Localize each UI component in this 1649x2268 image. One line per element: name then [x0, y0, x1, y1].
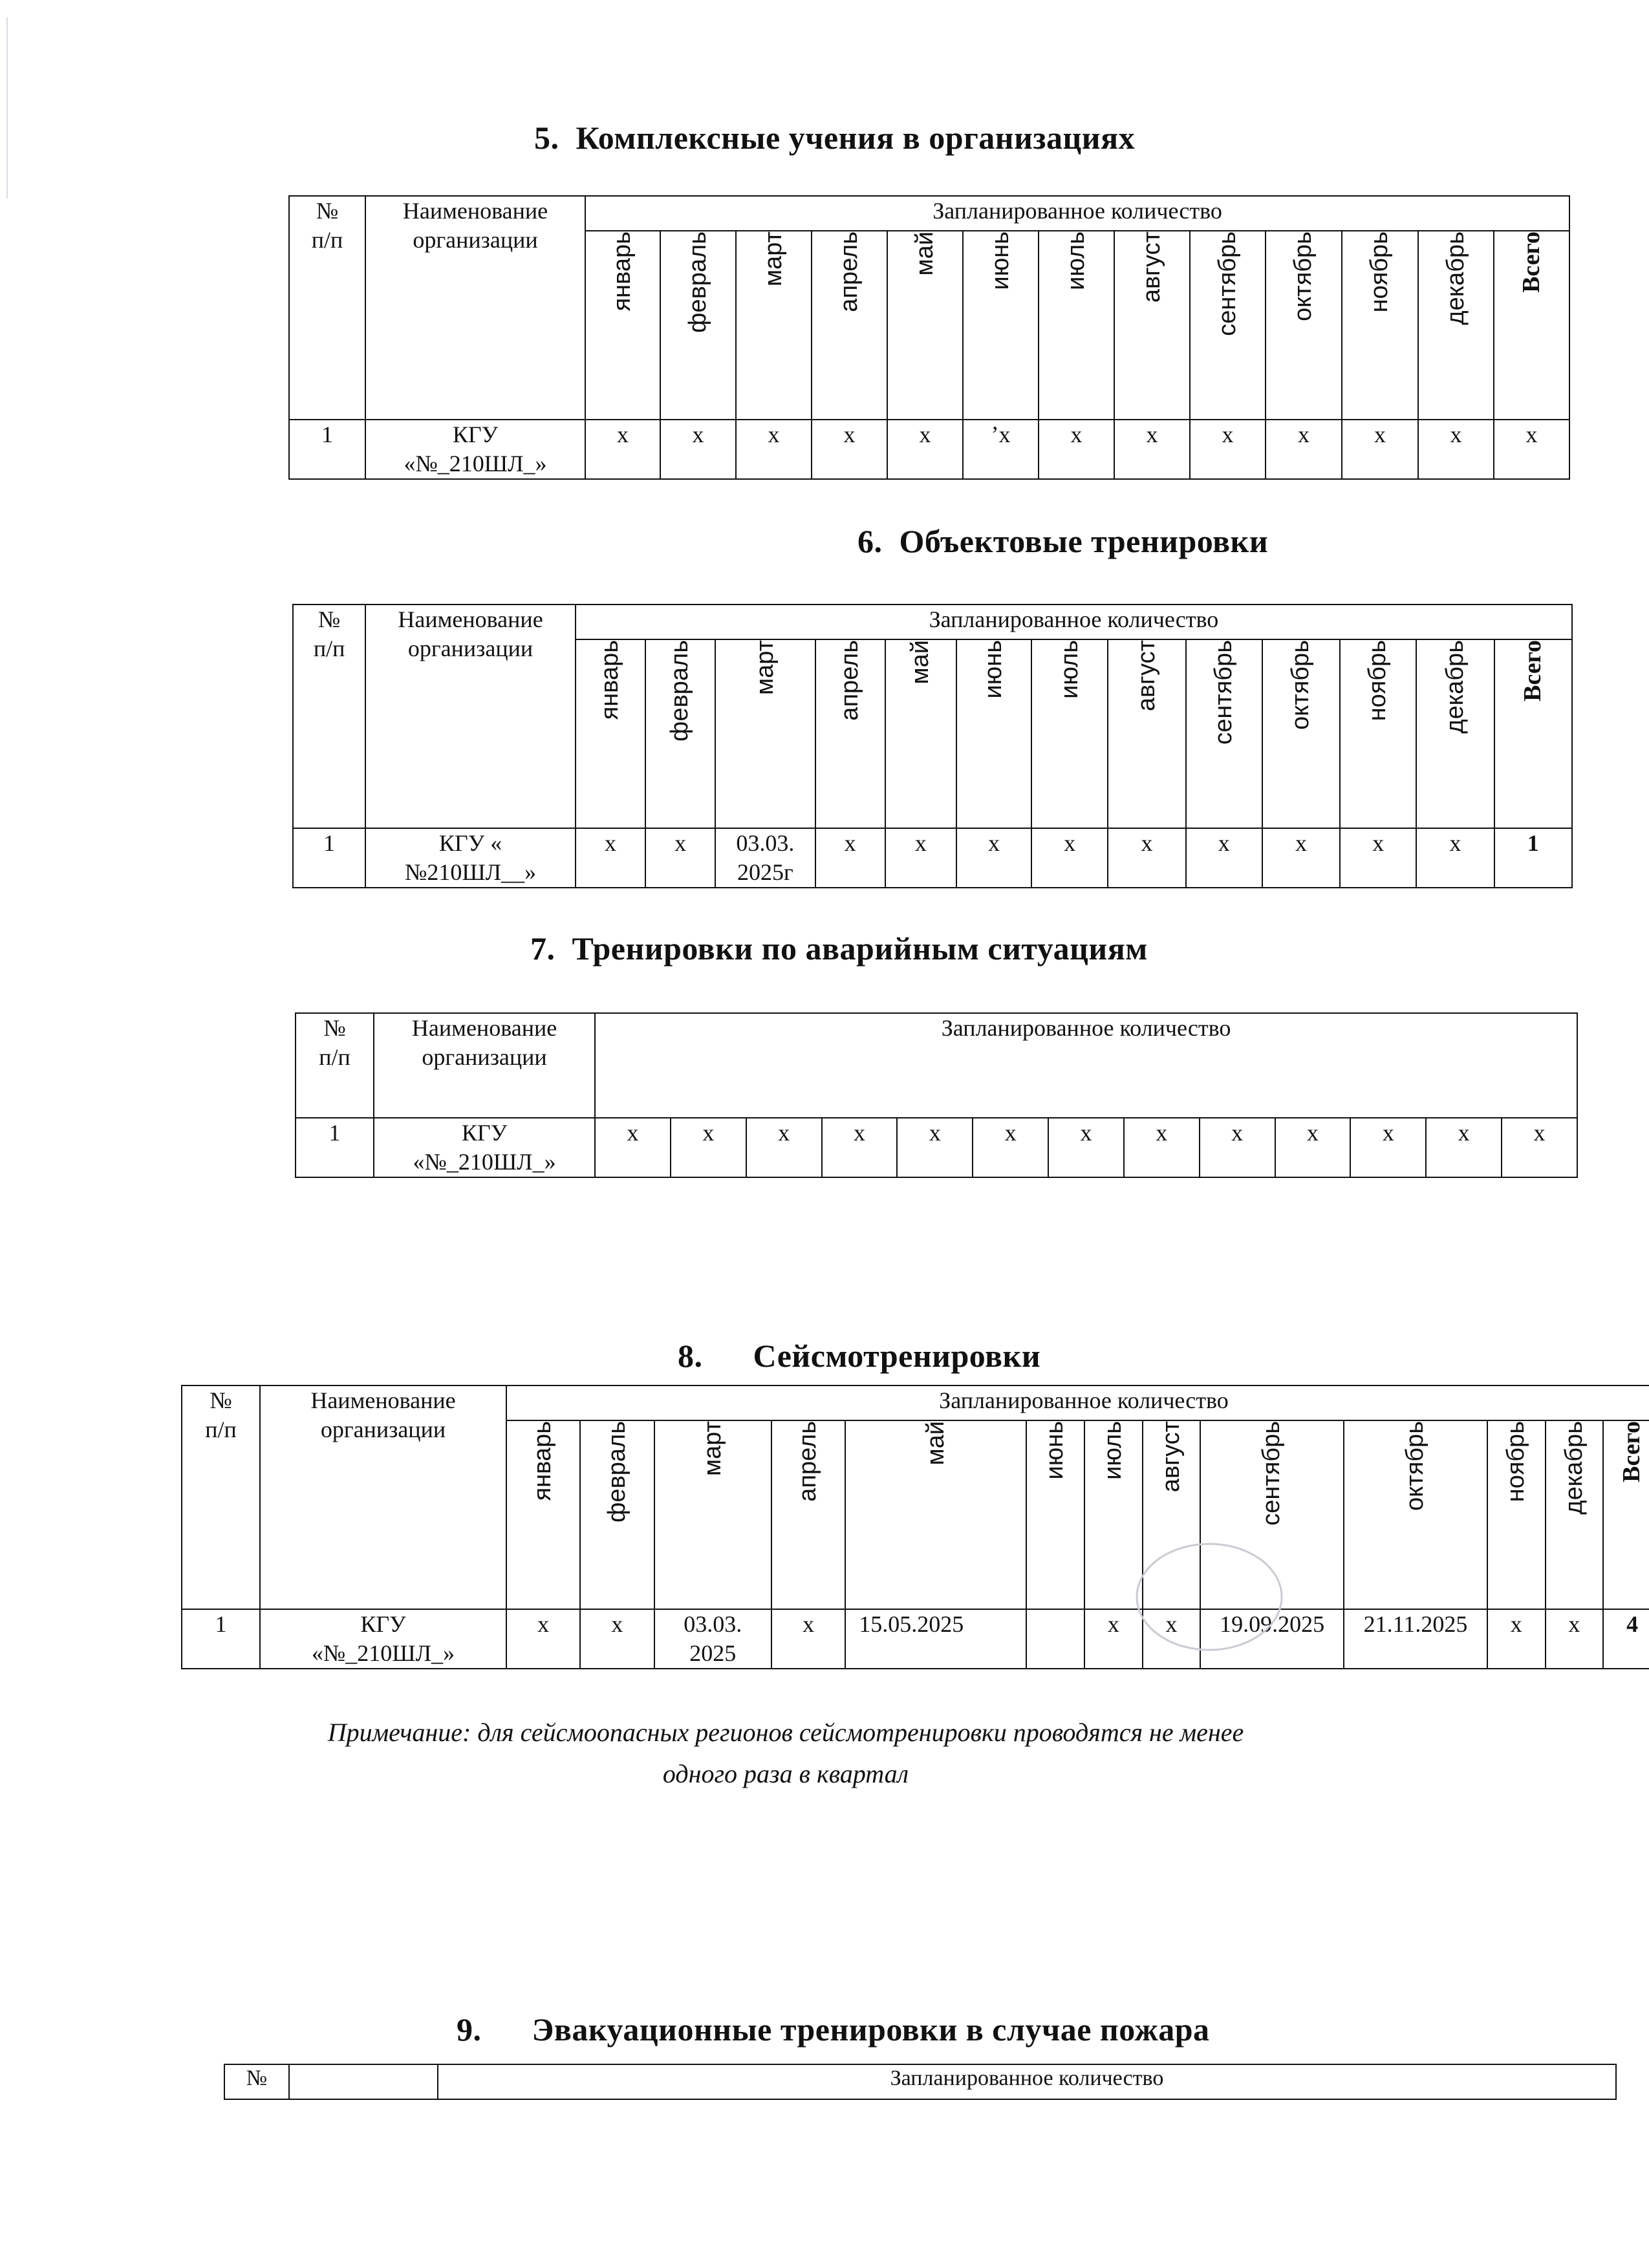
cell-value: х — [1262, 828, 1340, 888]
header-month: октябрь — [1262, 639, 1340, 828]
section-title: Тренировки по аварийным ситуациям — [572, 930, 1148, 967]
header-month: декабрь — [1418, 231, 1494, 420]
section-number: 6. — [857, 523, 883, 559]
cell-num: 1 — [293, 828, 365, 888]
section-9-heading — [457, 2011, 1210, 2048]
cell-date: 03.03. 2025 — [654, 1609, 772, 1669]
header-month: октябрь — [1344, 1420, 1487, 1609]
section-number: 7. — [530, 930, 555, 967]
cell-date: 03.03. 2025г — [715, 828, 815, 888]
header-num: № — [224, 2064, 289, 2099]
header-num: № п/п — [293, 604, 365, 828]
header-month: сентябрь — [1186, 639, 1262, 828]
table-row — [182, 1609, 1649, 1669]
section-title: Комплексные учения в организациях — [576, 120, 1136, 156]
section-5-heading — [534, 119, 1135, 156]
header-month: ноябрь — [1487, 1420, 1546, 1609]
header-total: Всего — [1494, 639, 1572, 828]
header-planned: Запланированное количество — [438, 2064, 1616, 2099]
note-line-2: одного раза в квартал — [662, 1759, 909, 1788]
cell-value: х — [1426, 1118, 1502, 1177]
cell-value: х — [812, 420, 887, 479]
table-row — [293, 828, 1572, 888]
cell-total: 4 — [1603, 1609, 1649, 1669]
cell-value: х — [956, 828, 1031, 888]
section-title: Эвакуационные тренировки в случае пожара — [532, 2011, 1210, 2048]
cell-org: КГУ «№_210ШЛ_» — [260, 1609, 506, 1669]
header-month: март — [654, 1420, 772, 1609]
cell-value: х — [822, 1118, 898, 1177]
header-planned: Запланированное количество — [506, 1385, 1649, 1420]
header-total: Всего — [1494, 231, 1569, 420]
header-month: ноябрь — [1342, 231, 1418, 420]
scan-edge — [6, 17, 8, 198]
cell-value: х — [671, 1118, 746, 1177]
header-month: август — [1108, 639, 1185, 828]
cell-value: х — [645, 828, 715, 888]
cell-value: х — [1124, 1118, 1200, 1177]
cell-value: х — [1340, 828, 1416, 888]
pencil-circle-mark — [1125, 1539, 1293, 1655]
header-month: сентябрь — [1190, 231, 1266, 420]
table-object-trainings — [292, 604, 1573, 888]
header-month: апрель — [812, 231, 887, 420]
header-month: декабрь — [1546, 1420, 1604, 1609]
cell-num: 1 — [296, 1118, 374, 1177]
cell-value: х — [1039, 420, 1114, 479]
cell-value — [1026, 1609, 1084, 1669]
header-month: ноябрь — [1340, 639, 1416, 828]
header-month: май — [885, 639, 956, 828]
cell-org: КГУ «№_210ШЛ_» — [374, 1118, 595, 1177]
header-org: Наименование организации — [260, 1385, 506, 1609]
header-month: март — [715, 639, 815, 828]
header-total: Всего — [1603, 1420, 1649, 1609]
header-month: апрель — [815, 639, 885, 828]
header-month: июнь — [963, 231, 1039, 420]
cell-value: х — [746, 1118, 822, 1177]
section-number: 9. — [457, 2011, 482, 2048]
section-title: Сейсмотренировки — [753, 1338, 1041, 1374]
cell-num: 1 — [289, 420, 365, 479]
header-org: Наименование организации — [374, 1013, 595, 1118]
section-number: 8. — [678, 1338, 703, 1374]
header-month: октябрь — [1266, 231, 1342, 420]
cell-value: х — [1114, 420, 1190, 479]
seismic-note — [0, 1712, 1649, 1795]
header-month: июнь — [956, 639, 1031, 828]
table-row — [296, 1118, 1577, 1177]
header-month: май — [845, 1420, 1026, 1609]
header-org-empty — [289, 2064, 438, 2099]
table-complex-exercises — [288, 195, 1570, 480]
section-number: 5. — [534, 120, 559, 156]
header-planned: Запланированное количество — [576, 604, 1572, 639]
header-month: июль — [1039, 231, 1114, 420]
header-month: январь — [585, 231, 660, 420]
header-month: декабрь — [1416, 639, 1494, 828]
cell-value: х — [1084, 1609, 1143, 1669]
header-month: июнь — [1026, 1420, 1084, 1609]
section-6-heading — [857, 522, 1268, 560]
header-num: № п/п — [289, 196, 365, 420]
header-month: июль — [1031, 639, 1108, 828]
section-title: Объектовые тренировки — [899, 523, 1269, 559]
header-month: июль — [1084, 1420, 1143, 1609]
section-8-heading — [678, 1337, 1040, 1375]
cell-value: х — [1143, 1609, 1201, 1669]
cell-value: х — [887, 420, 963, 479]
cell-value: х — [1546, 1609, 1604, 1669]
cell-value: х — [1342, 420, 1418, 479]
cell-value: х — [595, 1118, 671, 1177]
cell-value: х — [973, 1118, 1048, 1177]
header-num: № п/п — [182, 1385, 260, 1609]
section-7-heading — [530, 930, 1148, 967]
cell-date: 15.05.2025 — [845, 1609, 1026, 1669]
cell-value: х — [1048, 1118, 1124, 1177]
table-fire-evacuation — [224, 2064, 1617, 2100]
cell-value: ʼх — [963, 420, 1039, 479]
cell-value: х — [576, 828, 645, 888]
cell-value: х — [1502, 1118, 1577, 1177]
header-month: январь — [576, 639, 645, 828]
header-month: февраль — [660, 231, 736, 420]
cell-value: х — [1200, 1118, 1275, 1177]
table-row — [289, 420, 1569, 479]
cell-value: х — [1487, 1609, 1546, 1669]
header-month: февраль — [580, 1420, 654, 1609]
cell-value: х — [897, 1118, 973, 1177]
header-num: № п/п — [296, 1013, 374, 1118]
cell-total: х — [1494, 420, 1569, 479]
header-org: Наименование организации — [365, 604, 576, 828]
header-planned: Запланированное количество — [595, 1013, 1577, 1118]
cell-value: х — [1031, 828, 1108, 888]
cell-value: х — [1416, 828, 1494, 888]
cell-value: х — [736, 420, 812, 479]
header-month: август — [1114, 231, 1190, 420]
cell-date: 21.11.2025 — [1344, 1609, 1487, 1669]
cell-value: х — [506, 1609, 580, 1669]
table-seismic-trainings — [181, 1385, 1649, 1669]
cell-value: х — [1190, 420, 1266, 479]
cell-value: х — [585, 420, 660, 479]
header-month: февраль — [645, 639, 715, 828]
cell-value: х — [885, 828, 956, 888]
cell-org: КГУ «№_210ШЛ_» — [365, 420, 585, 479]
cell-value: х — [1418, 420, 1494, 479]
cell-value: х — [1108, 828, 1185, 888]
cell-value: х — [1266, 420, 1342, 479]
cell-value: х — [660, 420, 736, 479]
cell-date: 19.09.2025 — [1200, 1609, 1344, 1669]
header-month: май — [887, 231, 963, 420]
cell-value: х — [1350, 1118, 1426, 1177]
cell-num: 1 — [182, 1609, 260, 1669]
cell-value: х — [580, 1609, 654, 1669]
cell-value: х — [1186, 828, 1262, 888]
cell-org: КГУ « №210ШЛ__» — [365, 828, 576, 888]
table-emergency-trainings — [295, 1012, 1578, 1178]
cell-value: х — [815, 828, 885, 888]
header-planned: Запланированное количество — [585, 196, 1569, 231]
header-month: август — [1143, 1420, 1201, 1609]
header-month: январь — [506, 1420, 580, 1609]
cell-value: х — [771, 1609, 845, 1669]
header-org: Наименование организации — [365, 196, 585, 420]
note-line-1: Примечание: для сейсмоопасных регионов сейсмотренировки проводятся не менее — [327, 1718, 1244, 1747]
header-month: март — [736, 231, 812, 420]
header-month: сентябрь — [1200, 1420, 1344, 1609]
header-month: апрель — [771, 1420, 845, 1609]
cell-total: 1 — [1494, 828, 1572, 888]
cell-value: х — [1275, 1118, 1351, 1177]
